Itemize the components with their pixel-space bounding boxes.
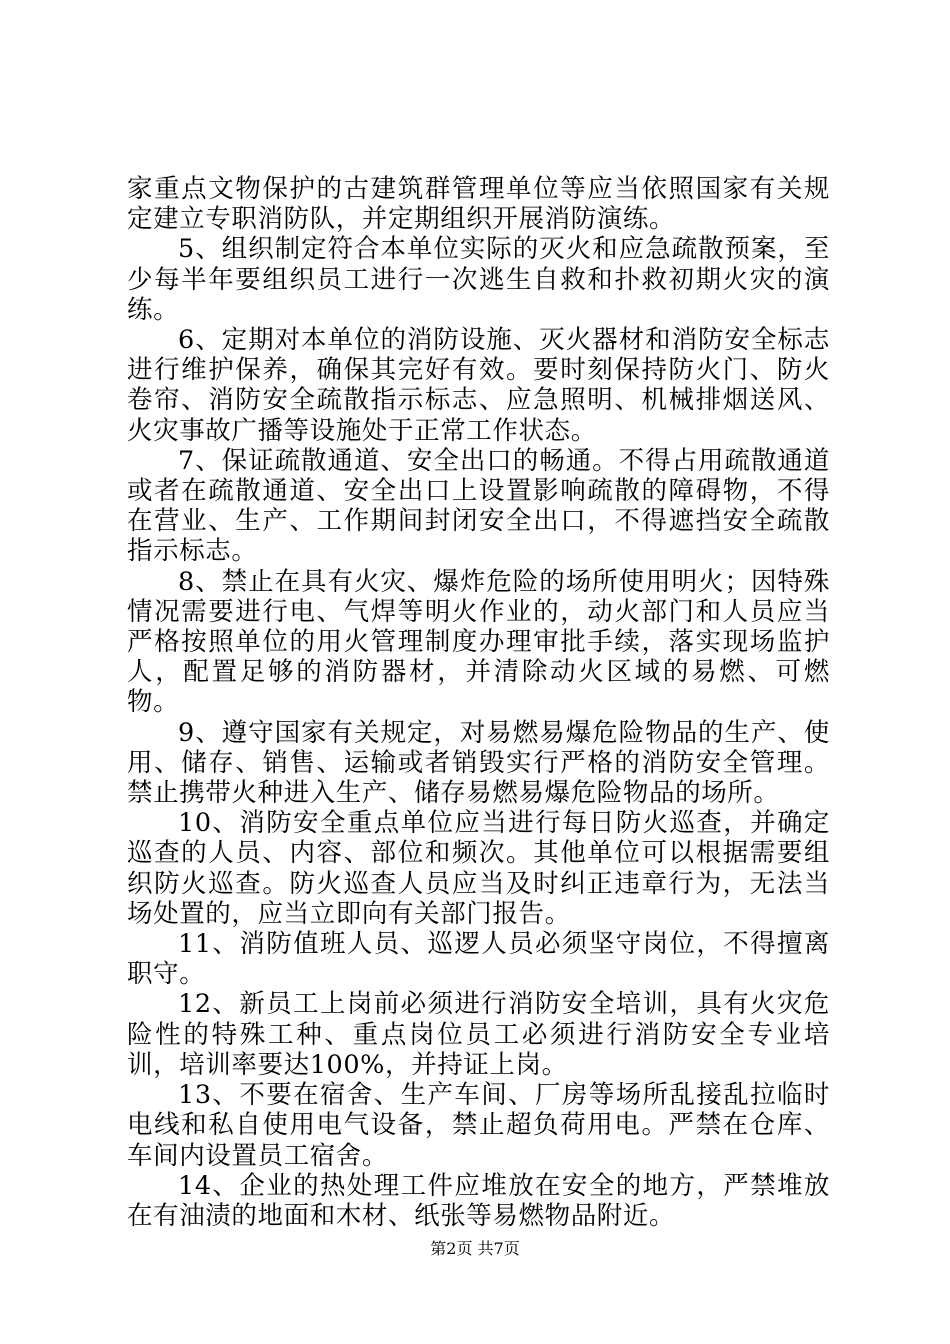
paragraph-item-8: 8、禁止在具有火灾、爆炸危险的场所使用明火；因特殊情况需要进行电、气焊等明火作业的，动火部门和人员应当严格按照单位的用火管理制度办理审批手续，落实现场监护人，配置足够的消防器材，并清除动火区域的易燃、可燃物。: [127, 566, 830, 718]
paragraph-continuation: 家重点文物保护的古建筑群管理单位等应当依照国家有关规定建立专职消防队，并定期组织开展消防演练。: [127, 174, 830, 235]
paragraph-item-5: 5、组织制定符合本单位实际的灭火和应急疏散预案，至少每半年要组织员工进行一次逃生自救和扑救初期火灾的演练。: [127, 234, 830, 325]
paragraph-item-13: 13、不要在宿舍、生产车间、厂房等场所乱接乱拉临时电线和私自使用电气设备，禁止超负荷用电。严禁在仓库、车间内设置员工宿舍。: [127, 1080, 830, 1171]
paragraph-item-14: 14、企业的热处理工件应堆放在安全的地方，严禁堆放在有油渍的地面和木材、纸张等易燃物品附近。: [127, 1170, 830, 1231]
paragraph-item-10: 10、消防安全重点单位应当进行每日防火巡查，并确定巡查的人员、内容、部位和频次。其他单位可以根据需要组织防火巡查。防火巡查人员应当及时纠正违章行为，无法当场处置的，应当立即向有关部门报告。: [127, 808, 830, 929]
paragraph-item-6: 6、定期对本单位的消防设施、灭火器材和消防安全标志进行维护保养，确保其完好有效。要时刻保持防火门、防火卷帘、消防安全疏散指示标志、应急照明、机械排烟送风、火灾事故广播等设施处于正常工作状态。: [127, 325, 830, 446]
paragraph-item-7: 7、保证疏散通道、安全出口的畅通。不得占用疏散通道或者在疏散通道、安全出口上设置影响疏散的障碍物，不得在营业、生产、工作期间封闭安全出口，不得遮挡安全疏散指示标志。: [127, 445, 830, 567]
document-body: [127, 174, 830, 1231]
paragraph-item-11: 11、消防值班人员、巡逻人员必须坚守岗位，不得擅离职守。: [127, 929, 830, 990]
paragraph-item-9: 9、遵守国家有关规定，对易燃易爆危险物品的生产、使用、储存、销售、运输或者销毁实行严格的消防安全管理。禁止携带火种进入生产、储存易燃易爆危险物品的场所。: [127, 717, 830, 809]
paragraph-item-12: 12、新员工上岗前必须进行消防安全培训，具有火灾危险性的特殊工种、重点岗位员工必须进行消防安全专业培训，培训率要达100%，并持证上岗。: [127, 989, 830, 1080]
page-number-footer: 第2页 共7页: [430, 1239, 520, 1258]
